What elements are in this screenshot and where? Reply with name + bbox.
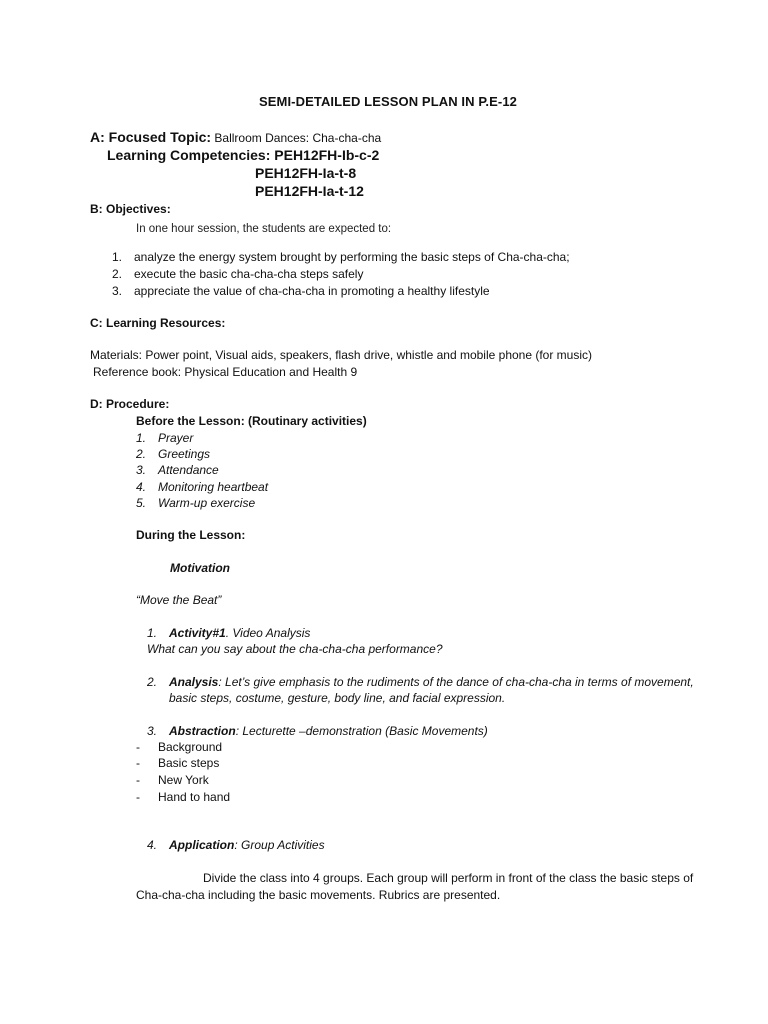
activity-question: What can you say about the cha-cha-cha performance? (147, 642, 443, 656)
learning-resources-heading: C: Learning Resources: (90, 316, 226, 330)
focused-topic-label: A: Focused Topic: (90, 129, 212, 145)
page-title: SEMI-DETAILED LESSON PLAN IN P.E-12 (259, 94, 518, 109)
reference-text: Reference book: Physical Education and Health 9 (93, 365, 358, 379)
abstraction-item: - New York (136, 773, 209, 787)
objective-item: 2. execute the basic cha-cha-cha steps safely (112, 267, 364, 281)
application-text-1: Divide the class into 4 groups. Each group will perform in front of the class the basic steps of (203, 871, 694, 885)
objectives-heading: B: Objectives: (90, 202, 171, 216)
motivation-heading: Motivation (170, 561, 230, 575)
routine-item: 1. Prayer (136, 431, 194, 445)
abstraction-line: 3. Abstraction: Lecturette –demonstration (Basic Movements) (147, 724, 488, 738)
application-label: Application (169, 838, 235, 852)
routine-item: 3. Attendance (136, 463, 219, 477)
abstraction-item: - Background (136, 740, 223, 754)
learning-competencies-line (107, 147, 379, 163)
routine-item: 4. Monitoring heartbeat (136, 480, 269, 494)
abstraction-label: Abstraction (169, 724, 236, 738)
routine-item: 2. Greetings (136, 447, 211, 461)
analysis-line-2: basic steps, costume, gesture, body line, and facial expression. (169, 691, 506, 705)
application-line: 4. Application: Group Activities (147, 838, 325, 852)
application-text-2: Cha-cha-cha including the basic movements. Rubrics are presented. (136, 888, 501, 902)
materials-text: Materials: Power point, Visual aids, speakers, flash drive, whistle and mobile phone (for music) (90, 348, 593, 362)
abstraction-item: - Basic steps (136, 756, 220, 770)
focused-topic-line (90, 129, 381, 146)
objectives-intro: In one hour session, the students are expected to: (136, 223, 392, 235)
routine-item: 5. Warm-up exercise (136, 496, 256, 510)
analysis-label: Analysis (169, 675, 219, 689)
analysis-line: 2. Analysis: Let’s give emphasis to the rudiments of the dance of cha-cha-cha in terms of movement, (147, 675, 694, 689)
objective-item: 1. analyze the energy system brought by performing the basic steps of Cha-cha-cha; (112, 250, 570, 264)
competency-3: PEH12FH-Ia-t-12 (255, 183, 364, 199)
objective-item: 3. appreciate the value of cha-cha-cha in promoting a healthy lifestyle (112, 284, 490, 298)
procedure-heading: D: Procedure: (90, 397, 170, 411)
before-lesson-heading: Before the Lesson: (Routinary activities) (136, 414, 367, 428)
motivation-text: “Move the Beat” (136, 593, 222, 607)
abstraction-item: - Hand to hand (136, 790, 231, 804)
competency-1: PEH12FH-Ib-c-2 (274, 147, 380, 163)
learning-competencies-label: Learning Competencies: (107, 147, 271, 163)
competency-2: PEH12FH-Ia-t-8 (255, 165, 357, 181)
focused-topic-value: Ballroom Dances: Cha-cha-cha (214, 131, 382, 145)
activity-line: 1. Activity#1. Video Analysis (147, 626, 311, 640)
during-lesson-heading: During the Lesson: (136, 528, 246, 542)
activity-label: Activity#1 (169, 626, 226, 640)
